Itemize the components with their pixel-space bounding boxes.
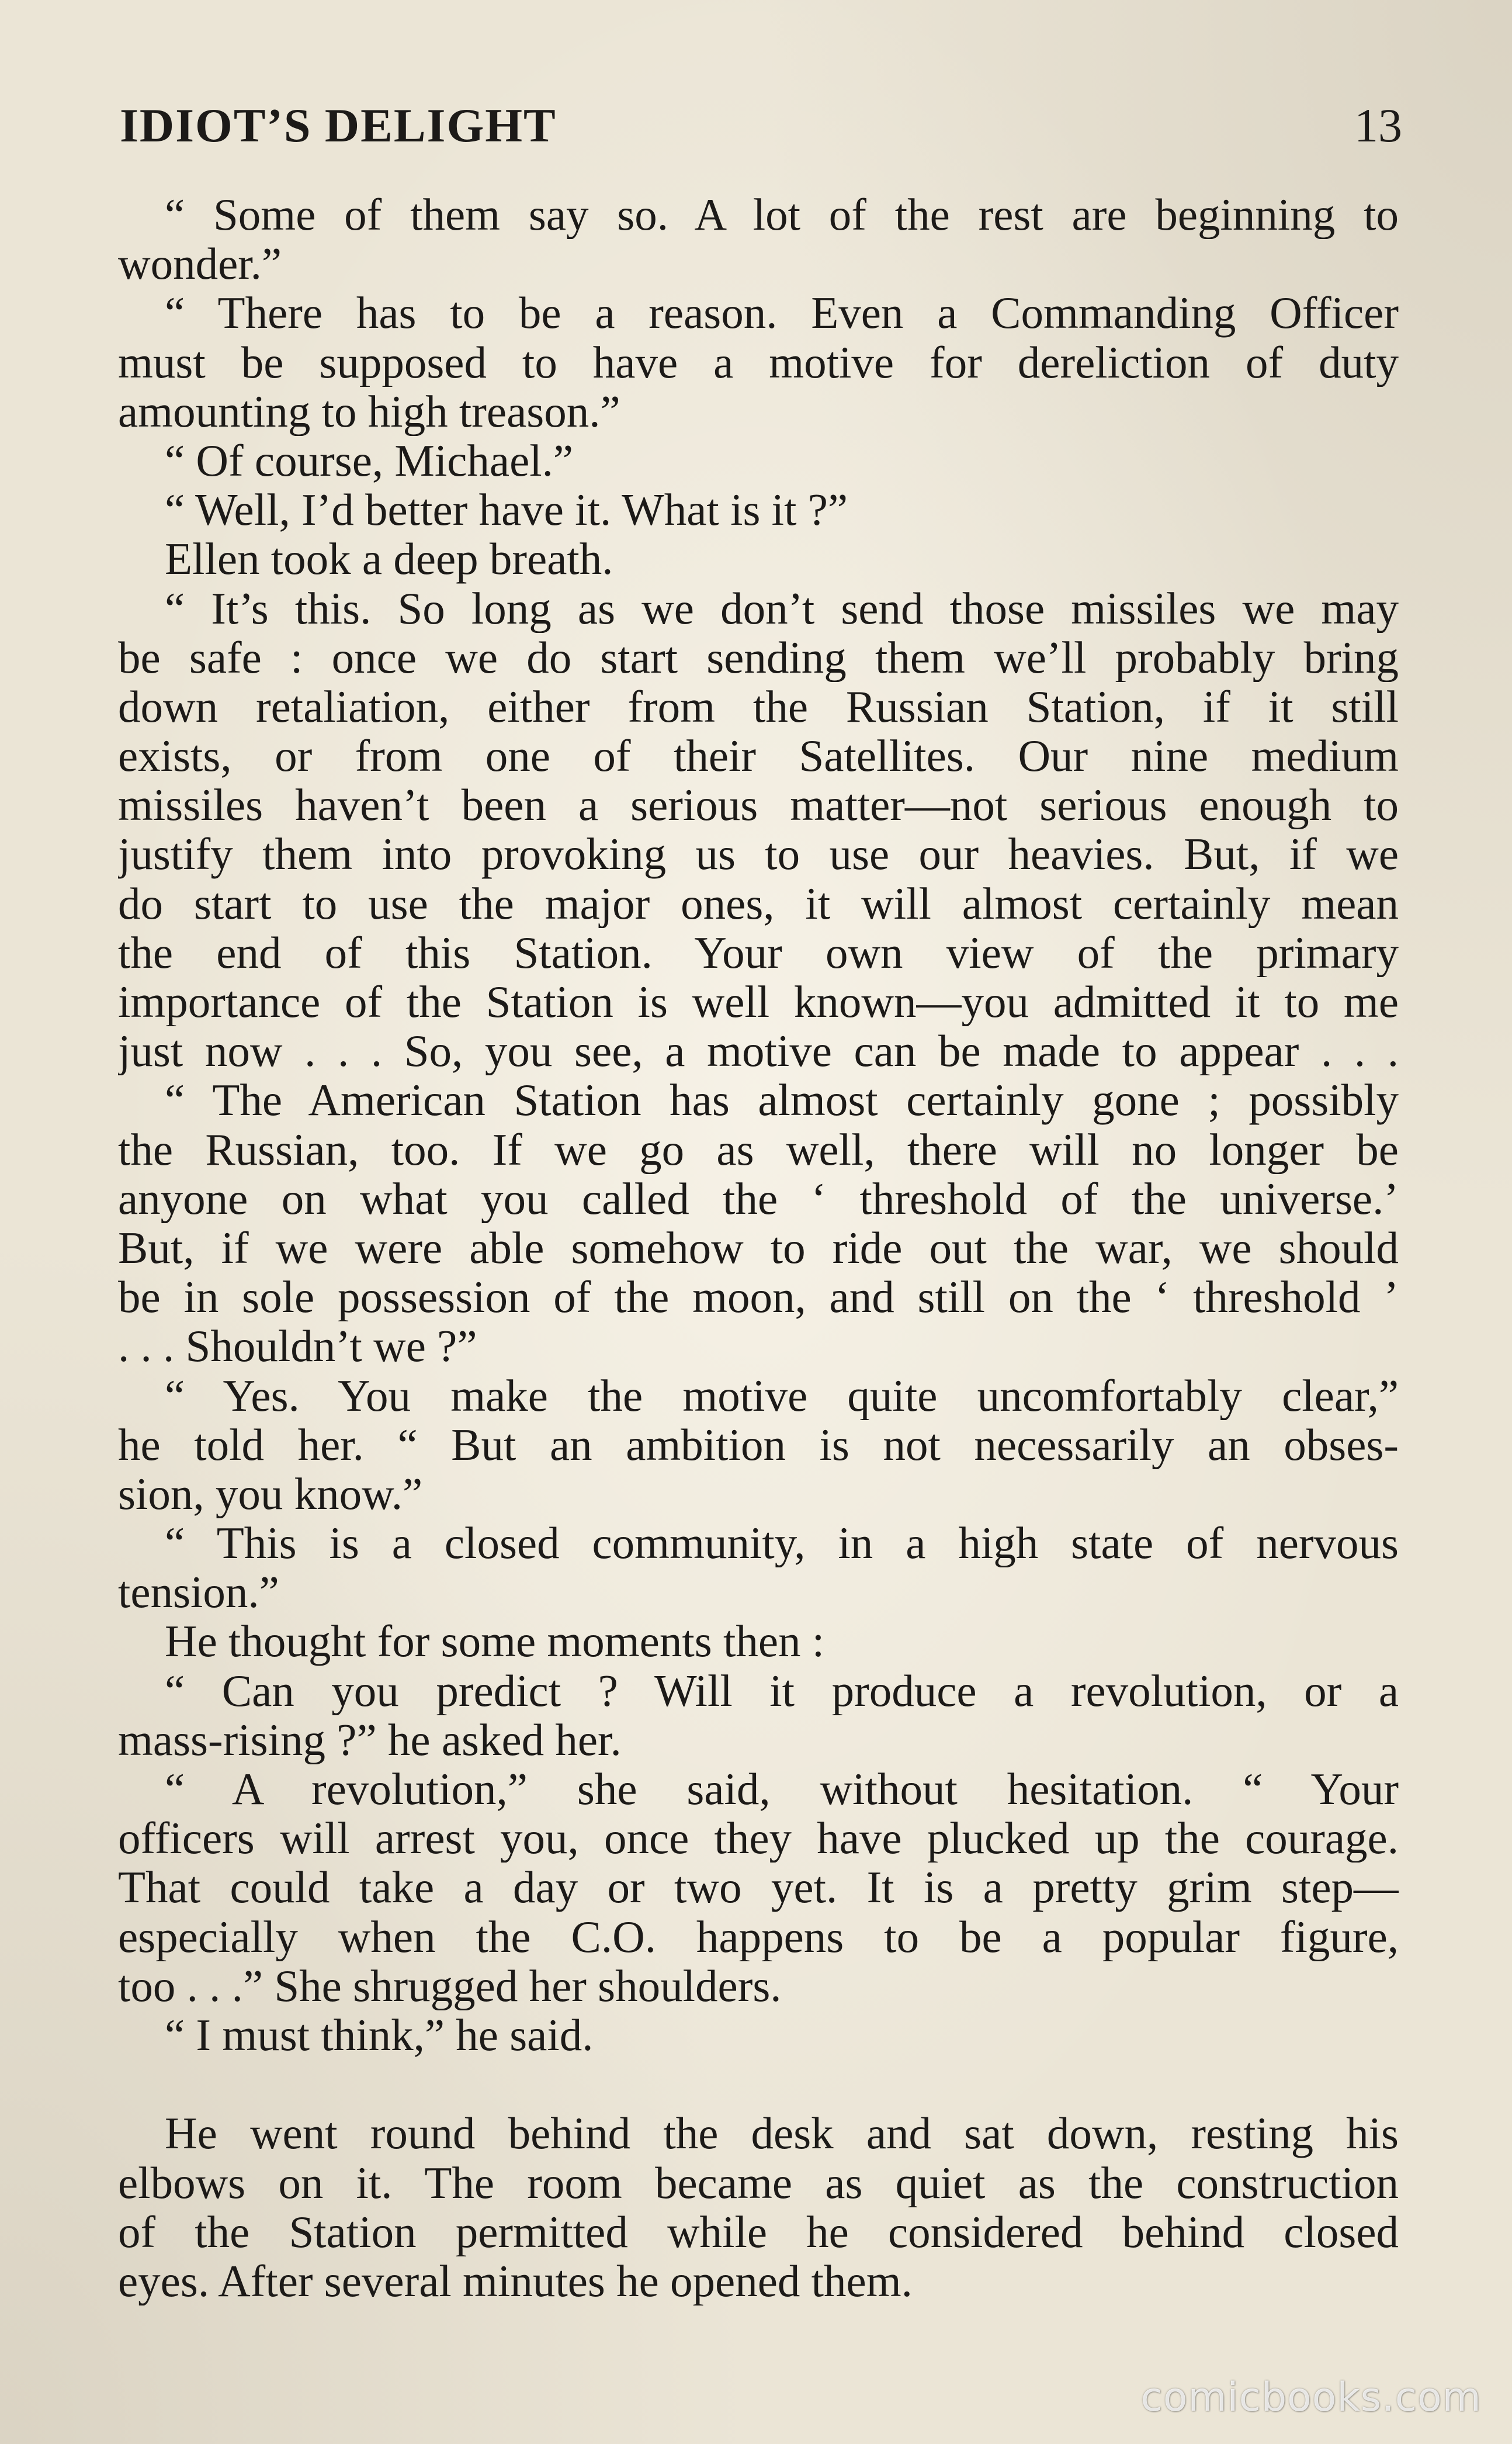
text-line: wonder.” xyxy=(118,239,282,289)
watermark: comicbooks.com xyxy=(1140,2374,1482,2421)
text-line: amounting to high treason.” xyxy=(118,386,620,436)
text-line: importance of the Station is well known—you admitted it to me xyxy=(118,977,1399,1027)
text-line: be safe : once we do start sending them we’ll probably bring xyxy=(118,632,1399,682)
text-line: anyone on what you called the ‘ threshold of the universe.’ xyxy=(118,1173,1399,1223)
text-line: do start to use the major ones, it will almost certainly mean xyxy=(118,878,1399,928)
running-head xyxy=(120,94,1402,158)
text-line: especially when the C.O. happens to be a popular figure, xyxy=(118,1912,1399,1961)
text-line: “ Some of them say so. A lot of the rest are beginning to xyxy=(165,190,1399,240)
text-line: “ The American Station has almost certainly gone ; possibly xyxy=(165,1075,1399,1125)
text-line: Ellen took a deep breath. xyxy=(165,534,613,584)
text-line: exists, or from one of their Satellites. Our nine medium xyxy=(118,731,1399,781)
text-line: the Russian, too. If we go as well, there will no longer be xyxy=(118,1124,1399,1174)
text-line: That could take a day or two yet. It is a pretty grim step— xyxy=(118,1863,1399,1912)
text-line: justify them into provoking us to use our heavies. But, if we xyxy=(118,829,1399,879)
text-line: “ Well, I’d better have it. What is it ?” xyxy=(165,485,848,535)
text-line: down retaliation, either from the Russian Station, if it still xyxy=(118,681,1399,732)
page-number: 13 xyxy=(1354,99,1402,152)
text-line: “ Can you predict ? Will it produce a revolution, or a xyxy=(165,1666,1399,1715)
running-title: IDIOT’S DELIGHT xyxy=(120,99,557,152)
text-line: mass-rising ?” he asked her. xyxy=(118,1715,622,1764)
text-line: too . . .” She shrugged her shoulders. xyxy=(118,1961,782,2010)
text-line: “ A revolution,” she said, without hesitation. “ Your xyxy=(165,1764,1399,1814)
body-text xyxy=(118,190,1399,2305)
text-line: eyes. After several minutes he opened them. xyxy=(118,2256,913,2306)
paragraph-gap xyxy=(118,2059,1399,2109)
text-line: must be supposed to have a motive for dereliction of duty xyxy=(118,337,1399,387)
text-line: officers will arrest you, once they have plucked up the courage. xyxy=(118,1813,1399,1863)
text-line: “ Yes. You make the motive quite uncomfortably clear,” xyxy=(165,1370,1399,1420)
text-line: “ I must think,” he said. xyxy=(165,2010,594,2060)
text-line: But, if we were able somehow to ride out the war, we should xyxy=(118,1223,1399,1273)
text-line: missiles haven’t been a serious matter—not serious enough to xyxy=(118,780,1399,830)
text-line: the end of this Station. Your own view of the primary xyxy=(118,927,1399,977)
text-line: elbows on it. The room became as quiet as the construction xyxy=(118,2158,1399,2207)
text-line: tension.” xyxy=(118,1567,279,1617)
text-line: sion, you know.” xyxy=(118,1469,423,1519)
text-line: of the Station permitted while he considered behind closed xyxy=(118,2207,1399,2256)
text-line: “ This is a closed community, in a high state of nervous xyxy=(165,1518,1399,1568)
text-line: just now . . . So, you see, a motive can be made to appear . . . xyxy=(118,1026,1399,1076)
text-line: he told her. “ But an ambition is not necessarily an obses- xyxy=(118,1420,1399,1469)
text-line: He thought for some moments then : xyxy=(165,1616,825,1666)
text-line: “ Of course, Michael.” xyxy=(165,435,574,486)
text-line: “ There has to be a reason. Even a Commanding Officer xyxy=(165,288,1399,338)
text-line: He went round behind the desk and sat down, resting his xyxy=(165,2109,1399,2158)
text-line: be in sole possession of the moon, and still on the ‘ threshold ’ xyxy=(118,1272,1399,1322)
text-line: . . . Shouldn’t we ?” xyxy=(118,1321,477,1371)
text-line: “ It’s this. So long as we don’t send those missiles we may xyxy=(165,583,1399,633)
